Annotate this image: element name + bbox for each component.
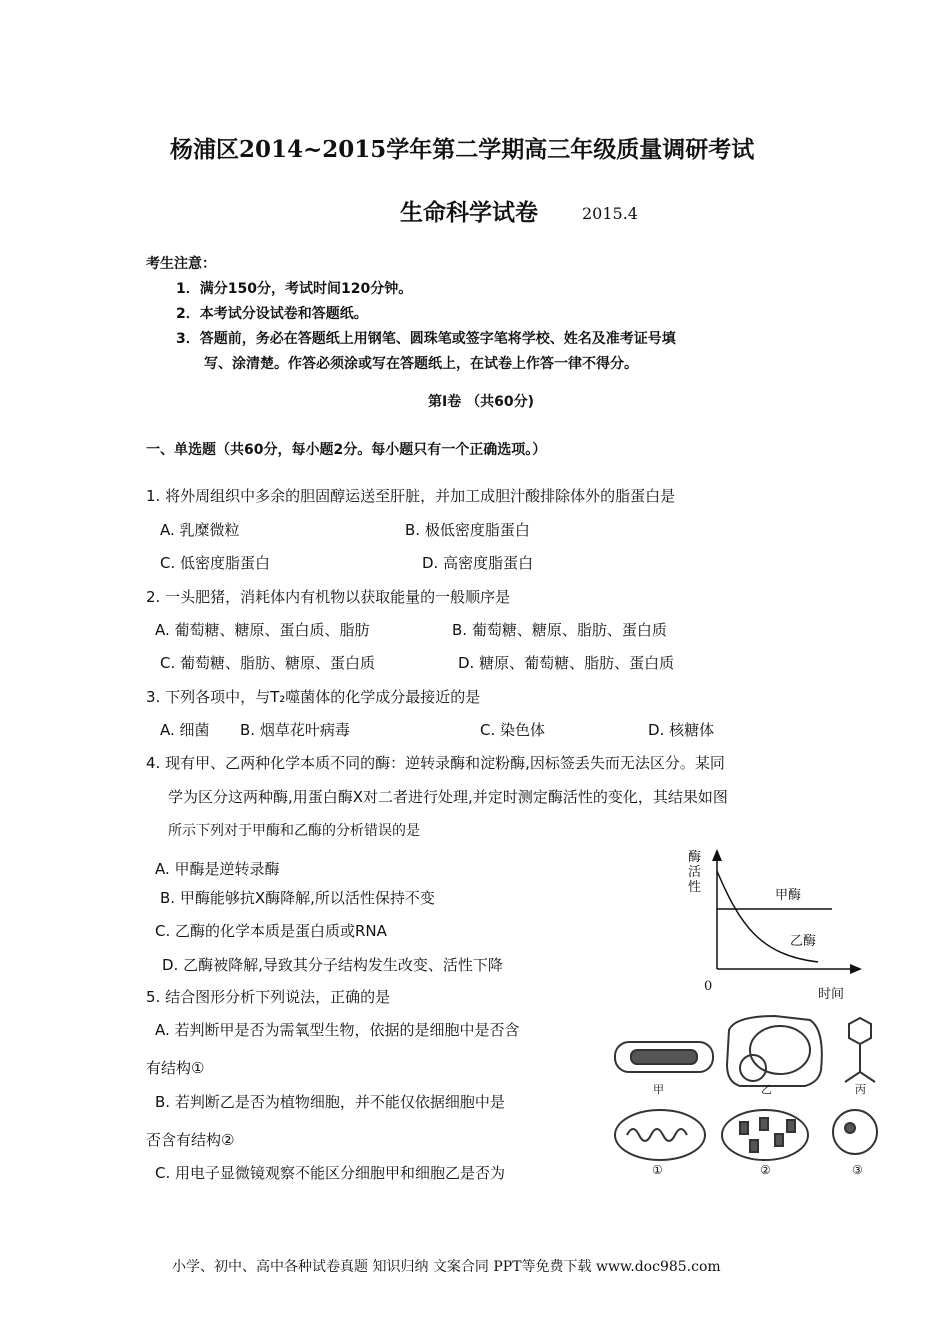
- section-heading: 一、单选题（共60分，每小题2分。每小题只有一个正确选项。）: [146, 442, 547, 458]
- option: 否含有结构②: [146, 1131, 235, 1149]
- option: A. 葡萄糖、糖原、蛋白质、脂肪: [155, 621, 370, 639]
- option: 有结构①: [146, 1059, 205, 1077]
- question-2-stem: 2. 一头肥猪，消耗体内有机物以获取能量的一般顺序是: [146, 588, 511, 606]
- exam-title: 杨浦区2014~2015学年第二学期高三年级质量调研考试: [170, 136, 755, 163]
- option: D. 糖原、葡萄糖、脂肪、蛋白质: [458, 654, 675, 672]
- structure-label-3: ③: [852, 1163, 863, 1177]
- option: C. 葡萄糖、脂肪、糖原、蛋白质: [160, 654, 376, 672]
- option: D. 高密度脂蛋白: [422, 554, 534, 572]
- exam-date: 2015.4: [582, 204, 638, 223]
- option: B. 烟草花叶病毒: [240, 721, 350, 739]
- cell-bing-phage-illustration: [845, 1018, 875, 1082]
- option: B. 葡萄糖、糖原、脂肪、蛋白质: [452, 621, 667, 639]
- notice-label: 考生注意：: [146, 256, 216, 272]
- cell-jia-illustration: [615, 1042, 713, 1072]
- option: A. 细菌: [160, 721, 210, 739]
- notice-item: 2．本考试分设试卷和答题纸。: [176, 306, 368, 322]
- question-4-stem: 4. 现有甲、乙两种化学本质不同的酶：逆转录酶和淀粉酶,因标签丢失而无法区分。某同: [146, 754, 725, 772]
- option: C. 用电子显微镜观察不能区分细胞甲和细胞乙是否为: [155, 1164, 506, 1182]
- question-3-stem: 3. 下列各项中，与T₂噬菌体的化学成分最接近的是: [146, 688, 481, 706]
- origin-label: 0: [704, 979, 713, 994]
- option: A. 甲酶是逆转录酶: [155, 860, 280, 878]
- structure-label-2: ②: [760, 1163, 771, 1177]
- cell-label-jia: 甲: [653, 1083, 664, 1096]
- option: D. 乙酶被降解,导致其分子结构发生改变、活性下降: [162, 956, 503, 974]
- option: D. 核糖体: [648, 721, 715, 739]
- x-axis-label: 时间: [818, 987, 845, 1002]
- question-4-stem: 所示下列对于甲酶和乙酶的分析错误的是: [168, 823, 420, 839]
- volume-heading: 第I卷 （共60分): [428, 394, 534, 410]
- option: C. 乙酶的化学本质是蛋白质或RNA: [155, 922, 387, 940]
- page-footer: 小学、初中、高中各种试卷真题 知识归纳 文案合同 PPT等免费下载 www.doc985.com: [172, 1259, 721, 1275]
- question-1-stem: 1. 将外周组织中多余的胆固醇运送至肝脏，并加工成胆汁酸排除体外的脂蛋白是: [146, 487, 676, 505]
- exam-subtitle: 生命科学试卷: [400, 199, 538, 226]
- option: C. 低密度脂蛋白: [160, 554, 271, 572]
- cell-structure-figure: [605, 1010, 895, 1180]
- option: C. 染色体: [480, 721, 546, 739]
- option: A. 乳糜微粒: [160, 521, 240, 539]
- structure-3-nucleus: [833, 1110, 877, 1154]
- option: B. 极低密度脂蛋白: [405, 521, 530, 539]
- structure-2-chloroplast: [722, 1110, 808, 1160]
- notice-item: 3．答题前，务必在答题纸上用钢笔、圆珠笔或签字笔将学校、姓名及准考证号填: [176, 331, 676, 347]
- cell-yi-illustration: [727, 1016, 822, 1086]
- option: B. 若判断乙是否为植物细胞，并不能仅依据细胞中是: [155, 1093, 505, 1111]
- notice-item: 写、涂清楚。作答必须涂或写在答题纸上，在试卷上作答一律不得分。: [204, 356, 638, 372]
- cell-label-bing: 丙: [855, 1083, 866, 1096]
- series-label-jia: 甲酶: [775, 888, 802, 903]
- notice-item: 1．满分150分，考试时间120分钟。: [176, 281, 413, 297]
- structure-label-1: ①: [652, 1163, 663, 1177]
- structure-1-mitochondrion: [615, 1110, 705, 1160]
- question-4-stem: 学为区分这两种酶,用蛋白酶X对二者进行处理,并定时测定酶活性的变化，其结果如图: [168, 788, 728, 806]
- option: A. 若判断甲是否为需氧型生物，依据的是细胞中是否含: [155, 1021, 520, 1039]
- series-label-yi: 乙酶: [790, 934, 817, 949]
- y-axis-label: 酶活性: [688, 850, 702, 895]
- cell-label-yi: 乙: [761, 1083, 772, 1096]
- option: B. 甲酶能够抗X酶降解,所以活性保持不变: [160, 889, 435, 907]
- question-5-stem: 5. 结合图形分析下列说法，正确的是: [146, 988, 391, 1006]
